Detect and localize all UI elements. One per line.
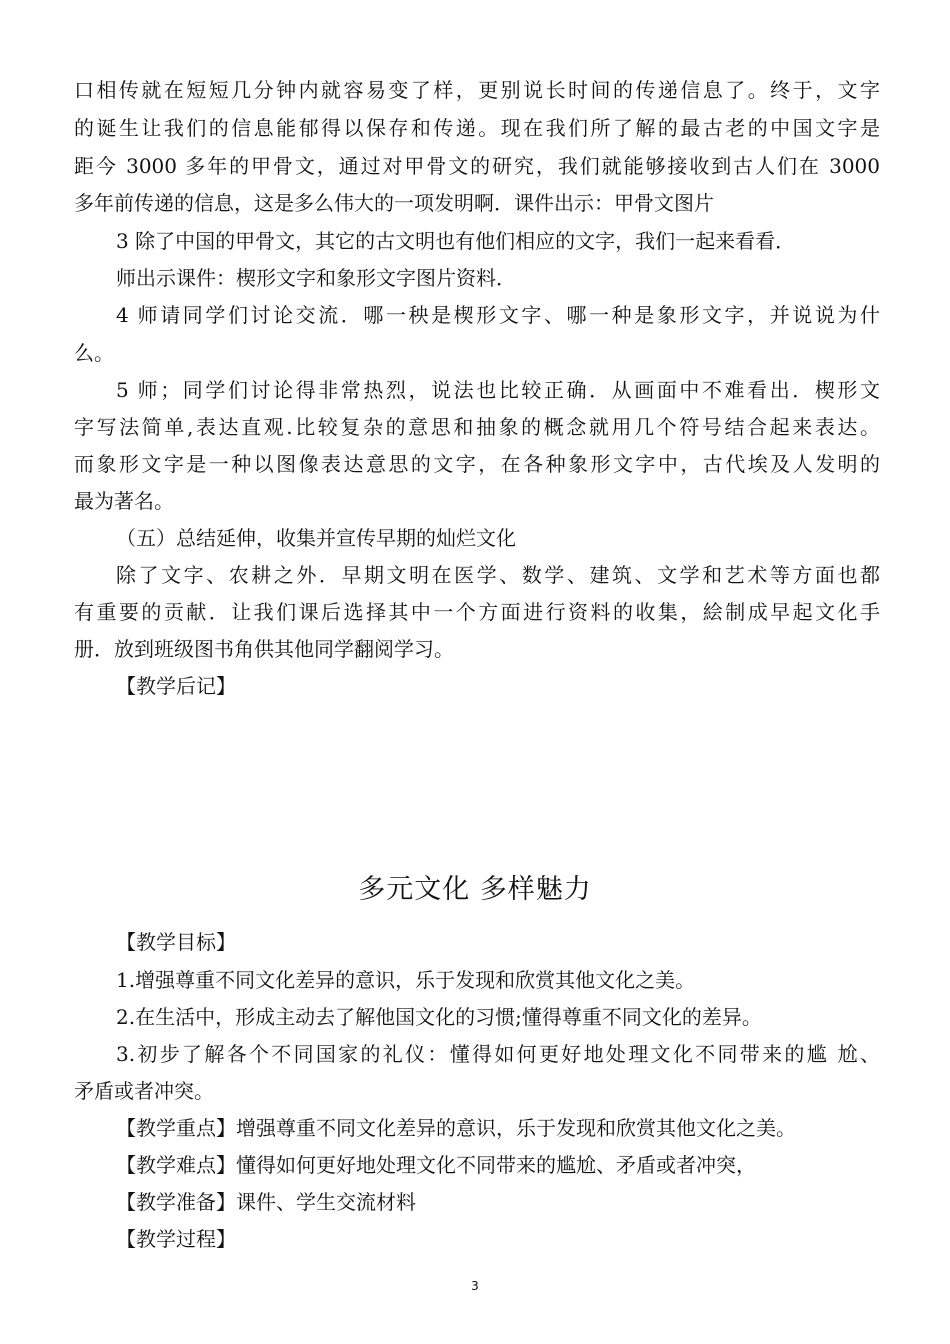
paragraph-line: 有重要的贡献．让我们课后选择其中一个方面进行资料的收集，絵制成早起文化手 [74,600,880,624]
paragraph-line: 么。 [74,341,114,365]
paragraph-line: 4 师请同学们讨论交流．哪一秧是楔形文字、哪一种是象形文字，并说说为什 [116,303,880,327]
paragraph-line: 矛盾或者冲突。 [74,1079,214,1103]
paragraph-line: 距今 3000 多年的甲骨文，通过对甲骨文的研究，我们就能够接收到古人们在 3000 [74,154,880,178]
paragraph-line: 【教学准备】课件、学生交流材料 [116,1190,416,1214]
page-number: 3 [471,1279,479,1293]
section-heading: 【教学后记】 [116,674,236,698]
paragraph-line: 5 师；同学们讨论得非常热烈，说法也比较正确．从画面中不难看出．楔形文 [116,378,880,402]
paragraph-line: 册．放到班级图书角供其他同学翻阅学习。 [74,637,454,661]
paragraph-line: 字写法简单,表达直观.比较复杂的意思和抽象的概念就用几个符号结合起来表达。 [74,415,880,439]
paragraph-line: 师出示课件：楔形文字和象形文字图片资料． [116,266,516,290]
paragraph-line: 的诞生让我们的信息能郁得以保存和传递。现在我们所了解的最古老的中国文字是 [74,116,880,140]
section-heading: 【教学过程】 [116,1227,236,1251]
paragraph-line: 口相传就在短短几分钟内就容易变了样，更别说长时间的传递信息了。终于，文字 [74,78,880,102]
section-heading: 【教学目标】 [116,930,236,954]
paragraph-line: 【教学重点】增强尊重不同文化差异的意识，乐于发现和欣赏其他文化之美。 [116,1116,796,1140]
paragraph-line: 3.初步了解各个不同国家的礼仪：懂得如何更好地处理文化不同带来的尴 尬、 [116,1042,880,1066]
paragraph-line: 除了文字、农耕之外．早期文明在医学、数学、建筑、文学和艺术等方面也都 [116,563,880,587]
paragraph-line: 【教学难点】懂得如何更好地处理文化不同带来的尴尬、矛盾或者冲突， [116,1153,756,1177]
lesson-title: 多元文化 多样魅力 [358,874,592,905]
paragraph-line: 3 除了中国的甲骨文，其它的古文明也有他们相应的文字，我们一起来看看． [116,229,796,253]
paragraph-line: 多年前传递的信息，这是多么伟大的一项发明啊．课件出示：甲骨文图片 [74,191,714,215]
paragraph-line: 2.在生活中，形成主动去了解他国文化的习惯;懂得尊重不同文化的差异。 [116,1005,762,1029]
section-heading: （五）总结延伸，收集并宣传早期的灿烂文化 [116,526,516,550]
paragraph-line: 而象形文字是一种以图像表达意思的文字，在各种象形文字中，古代埃及人发明的 [74,452,880,476]
paragraph-line: 1.增强尊重不同文化差异的意识，乐于发现和欣赏其他文化之美。 [116,968,696,992]
paragraph-line: 最为著名。 [74,489,174,513]
